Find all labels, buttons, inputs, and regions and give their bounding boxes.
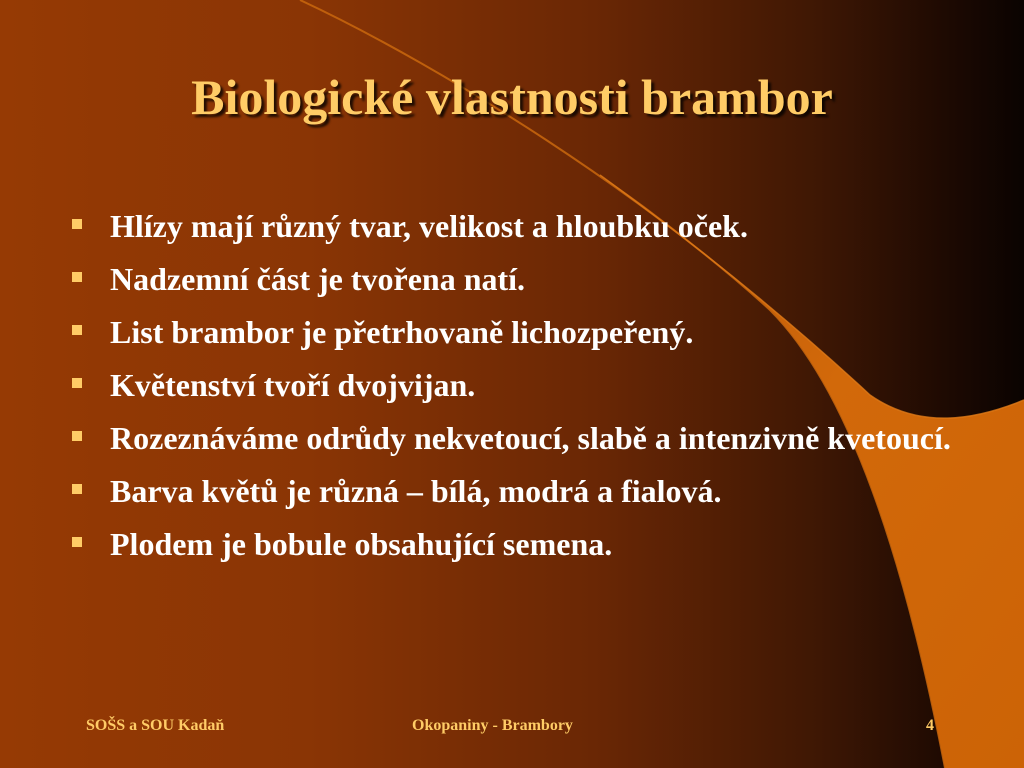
square-bullet-icon	[72, 378, 82, 388]
square-bullet-icon	[72, 219, 82, 229]
slide-title: Biologické vlastnosti brambor	[191, 69, 833, 125]
bullet-text: Plodem je bobule obsahující semena.	[110, 526, 613, 562]
footer-page-number: 4	[926, 717, 934, 734]
bullet-text: Barva květů je různá – bílá, modrá a fialová.	[110, 473, 722, 509]
bullet-item	[72, 418, 952, 459]
bullet-item	[72, 471, 952, 512]
bullet-list	[72, 206, 952, 577]
bullet-text: Nadzemní část je tvořena natí.	[110, 261, 526, 297]
bullet-text: Květenství tvoří dvojvijan.	[110, 367, 476, 403]
square-bullet-icon	[72, 431, 82, 441]
footer-topic: Okopaniny - Brambory	[412, 717, 573, 734]
bullet-item	[72, 259, 952, 300]
bullet-item	[72, 524, 952, 565]
square-bullet-icon	[72, 325, 82, 335]
bullet-item	[72, 312, 952, 353]
square-bullet-icon	[72, 484, 82, 494]
bullet-text: Hlízy mají různý tvar, velikost a hloubku oček.	[110, 208, 748, 244]
bullet-text: Rozeznáváme odrůdy nekvetoucí, slabě a intenzivně kvetoucí.	[110, 420, 951, 456]
bullet-item	[72, 206, 952, 247]
square-bullet-icon	[72, 272, 82, 282]
bullet-text: List brambor je přetrhovaně lichozpeřený.	[110, 314, 694, 350]
footer-school: SOŠS a SOU Kadaň	[86, 717, 225, 734]
bullet-item	[72, 365, 952, 406]
square-bullet-icon	[72, 537, 82, 547]
